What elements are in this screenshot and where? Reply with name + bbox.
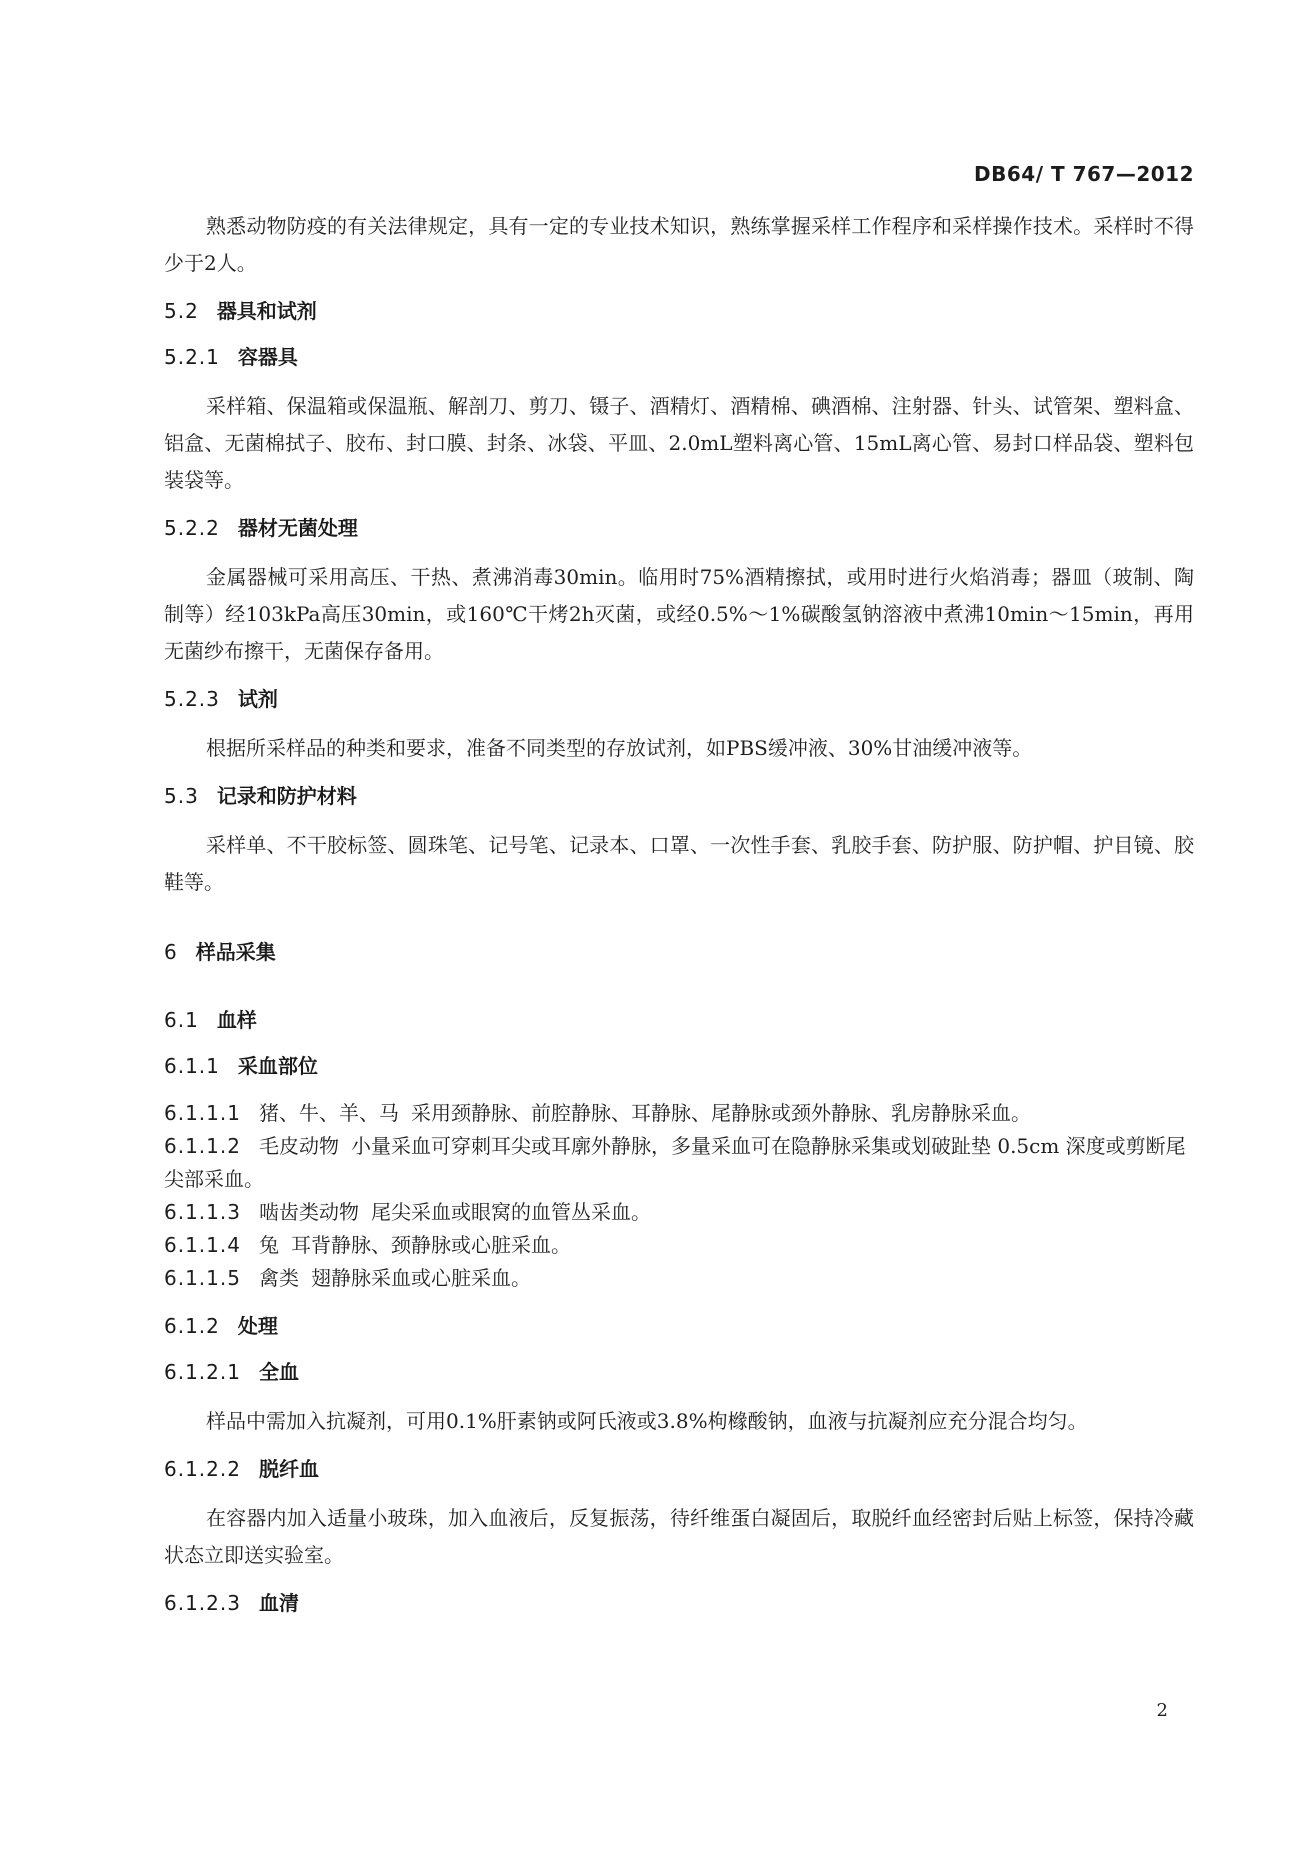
item-label: 猪、牛、羊、马 (258, 1101, 399, 1125)
item-label: 禽类 (258, 1266, 299, 1290)
list-item (164, 1097, 1194, 1130)
heading-6-1 (164, 1005, 1194, 1035)
heading-number: 5.2.3 (164, 687, 220, 711)
heading-6-1-2-3 (164, 1588, 1194, 1618)
heading-title: 全血 (258, 1360, 299, 1384)
section-5-1-paragraph: 熟悉动物防疫的有关法律规定，具有一定的专业技术知识，熟练掌握采样工作程序和采样操作技术。采样时不得少于2人。 (164, 214, 1194, 275)
heading-5-2-1 (164, 342, 1194, 372)
heading-6-1-2 (164, 1311, 1194, 1341)
list-item (164, 1262, 1194, 1295)
section-5-2-1-paragraph: 采样箱、保温箱或保温瓶、解剖刀、剪刀、镊子、酒精灯、酒精棉、碘酒棉、注射器、针头、试管架、塑料盒、铝盒、无菌棉拭子、胶布、封口膜、封条、冰袋、平皿、2.0mL塑料离心管、15mL离心管、易封口样品袋、塑料包装袋等。 (164, 394, 1194, 492)
heading-title: 样品采集 (195, 940, 276, 964)
heading-5-2-3 (164, 684, 1194, 714)
item-text: 耳背静脉、颈静脉或心脏采血。 (290, 1233, 571, 1257)
heading-5-2-2 (164, 513, 1194, 543)
heading-6-1-2-1 (164, 1357, 1194, 1387)
heading-title: 处理 (237, 1314, 278, 1338)
heading-5-2 (164, 296, 1194, 326)
blood-collection-site-list (164, 1097, 1194, 1295)
list-item (164, 1196, 1194, 1229)
heading-6-1-2-2 (164, 1454, 1194, 1484)
heading-number: 6.1.2.2 (164, 1457, 241, 1481)
section-5-2-2-paragraph: 金属器械可采用高压、干热、煮沸消毒30min。临用时75%酒精擦拭，或用时进行火焰消毒；器皿（玻制、陶制等）经103kPa高压30min，或160℃干烤2h灭菌，或经0.5%～1%碳酸氢钠溶液中煮沸10min～15min，再用无菌纱布擦干，无菌保存备用。 (164, 565, 1194, 663)
item-text: 翅静脉采血或心脏采血。 (310, 1266, 531, 1290)
list-item (164, 1130, 1194, 1196)
item-number: 6.1.1.3 (164, 1200, 241, 1224)
item-number: 6.1.1.1 (164, 1101, 241, 1125)
heading-number: 6.1.2 (164, 1314, 220, 1338)
item-text: 小量采血可穿刺耳尖或耳廓外静脉，多量采血可在隐静脉采集或划破趾垫 0.5cm 深度或剪断尾尖部采血。 (164, 1134, 1186, 1191)
document-body (164, 208, 1194, 1634)
heading-number: 6.1 (164, 1008, 199, 1032)
heading-title: 记录和防护材料 (216, 784, 357, 808)
heading-number: 5.2.1 (164, 345, 220, 369)
document-code: DB64/ T 767—2012 (974, 162, 1194, 186)
heading-title: 脱纤血 (258, 1457, 319, 1481)
heading-title: 容器具 (237, 345, 298, 369)
list-item (164, 1229, 1194, 1262)
heading-title: 器具和试剂 (216, 299, 317, 323)
heading-title: 器材无菌处理 (237, 516, 358, 540)
heading-number: 5.3 (164, 784, 199, 808)
heading-title: 血清 (258, 1591, 299, 1615)
heading-title: 采血部位 (237, 1054, 318, 1078)
heading-number: 5.2 (164, 299, 199, 323)
section-5-3-paragraph: 采样单、不干胶标签、圆珠笔、记号笔、记录本、口罩、一次性手套、乳胶手套、防护服、防护帽、护目镜、胶鞋等。 (164, 833, 1194, 894)
heading-number: 6.1.2.1 (164, 1360, 241, 1384)
heading-title: 试剂 (237, 687, 278, 711)
section-6-1-2-2-paragraph: 在容器内加入适量小玻珠，加入血液后，反复振荡，待纤维蛋白凝固后，取脱纤血经密封后贴上标签，保持冷藏状态立即送实验室。 (164, 1506, 1194, 1567)
item-number: 6.1.1.5 (164, 1266, 241, 1290)
spacer (164, 983, 1194, 1005)
section-5-2-3-paragraph: 根据所采样品的种类和要求，准备不同类型的存放试剂，如PBS缓冲液、30%甘油缓冲液等。 (206, 736, 1033, 760)
page-number: 2 (1156, 1700, 1168, 1721)
item-text: 采用颈静脉、前腔静脉、耳静脉、尾静脉或颈外静脉、乳房静脉采血。 (410, 1101, 1031, 1125)
heading-number: 6 (164, 940, 178, 964)
item-number: 6.1.1.2 (164, 1134, 241, 1158)
heading-number: 5.2.2 (164, 516, 220, 540)
item-text: 尾尖采血或眼窝的血管丛采血。 (370, 1200, 651, 1224)
heading-6-1-1 (164, 1051, 1194, 1081)
item-label: 啮齿类动物 (258, 1200, 359, 1224)
heading-number: 6.1.2.3 (164, 1591, 241, 1615)
heading-6 (164, 937, 1194, 967)
item-label: 兔 (258, 1233, 279, 1257)
heading-title: 血样 (216, 1008, 257, 1032)
heading-5-3 (164, 781, 1194, 811)
item-number: 6.1.1.4 (164, 1233, 241, 1257)
item-label: 毛皮动物 (258, 1134, 339, 1158)
section-6-1-2-1-paragraph: 样品中需加入抗凝剂，可用0.1%肝素钠或阿氏液或3.8%枸橼酸钠，血液与抗凝剂应充分混合均匀。 (206, 1409, 1088, 1433)
spacer (164, 915, 1194, 937)
heading-number: 6.1.1 (164, 1054, 220, 1078)
